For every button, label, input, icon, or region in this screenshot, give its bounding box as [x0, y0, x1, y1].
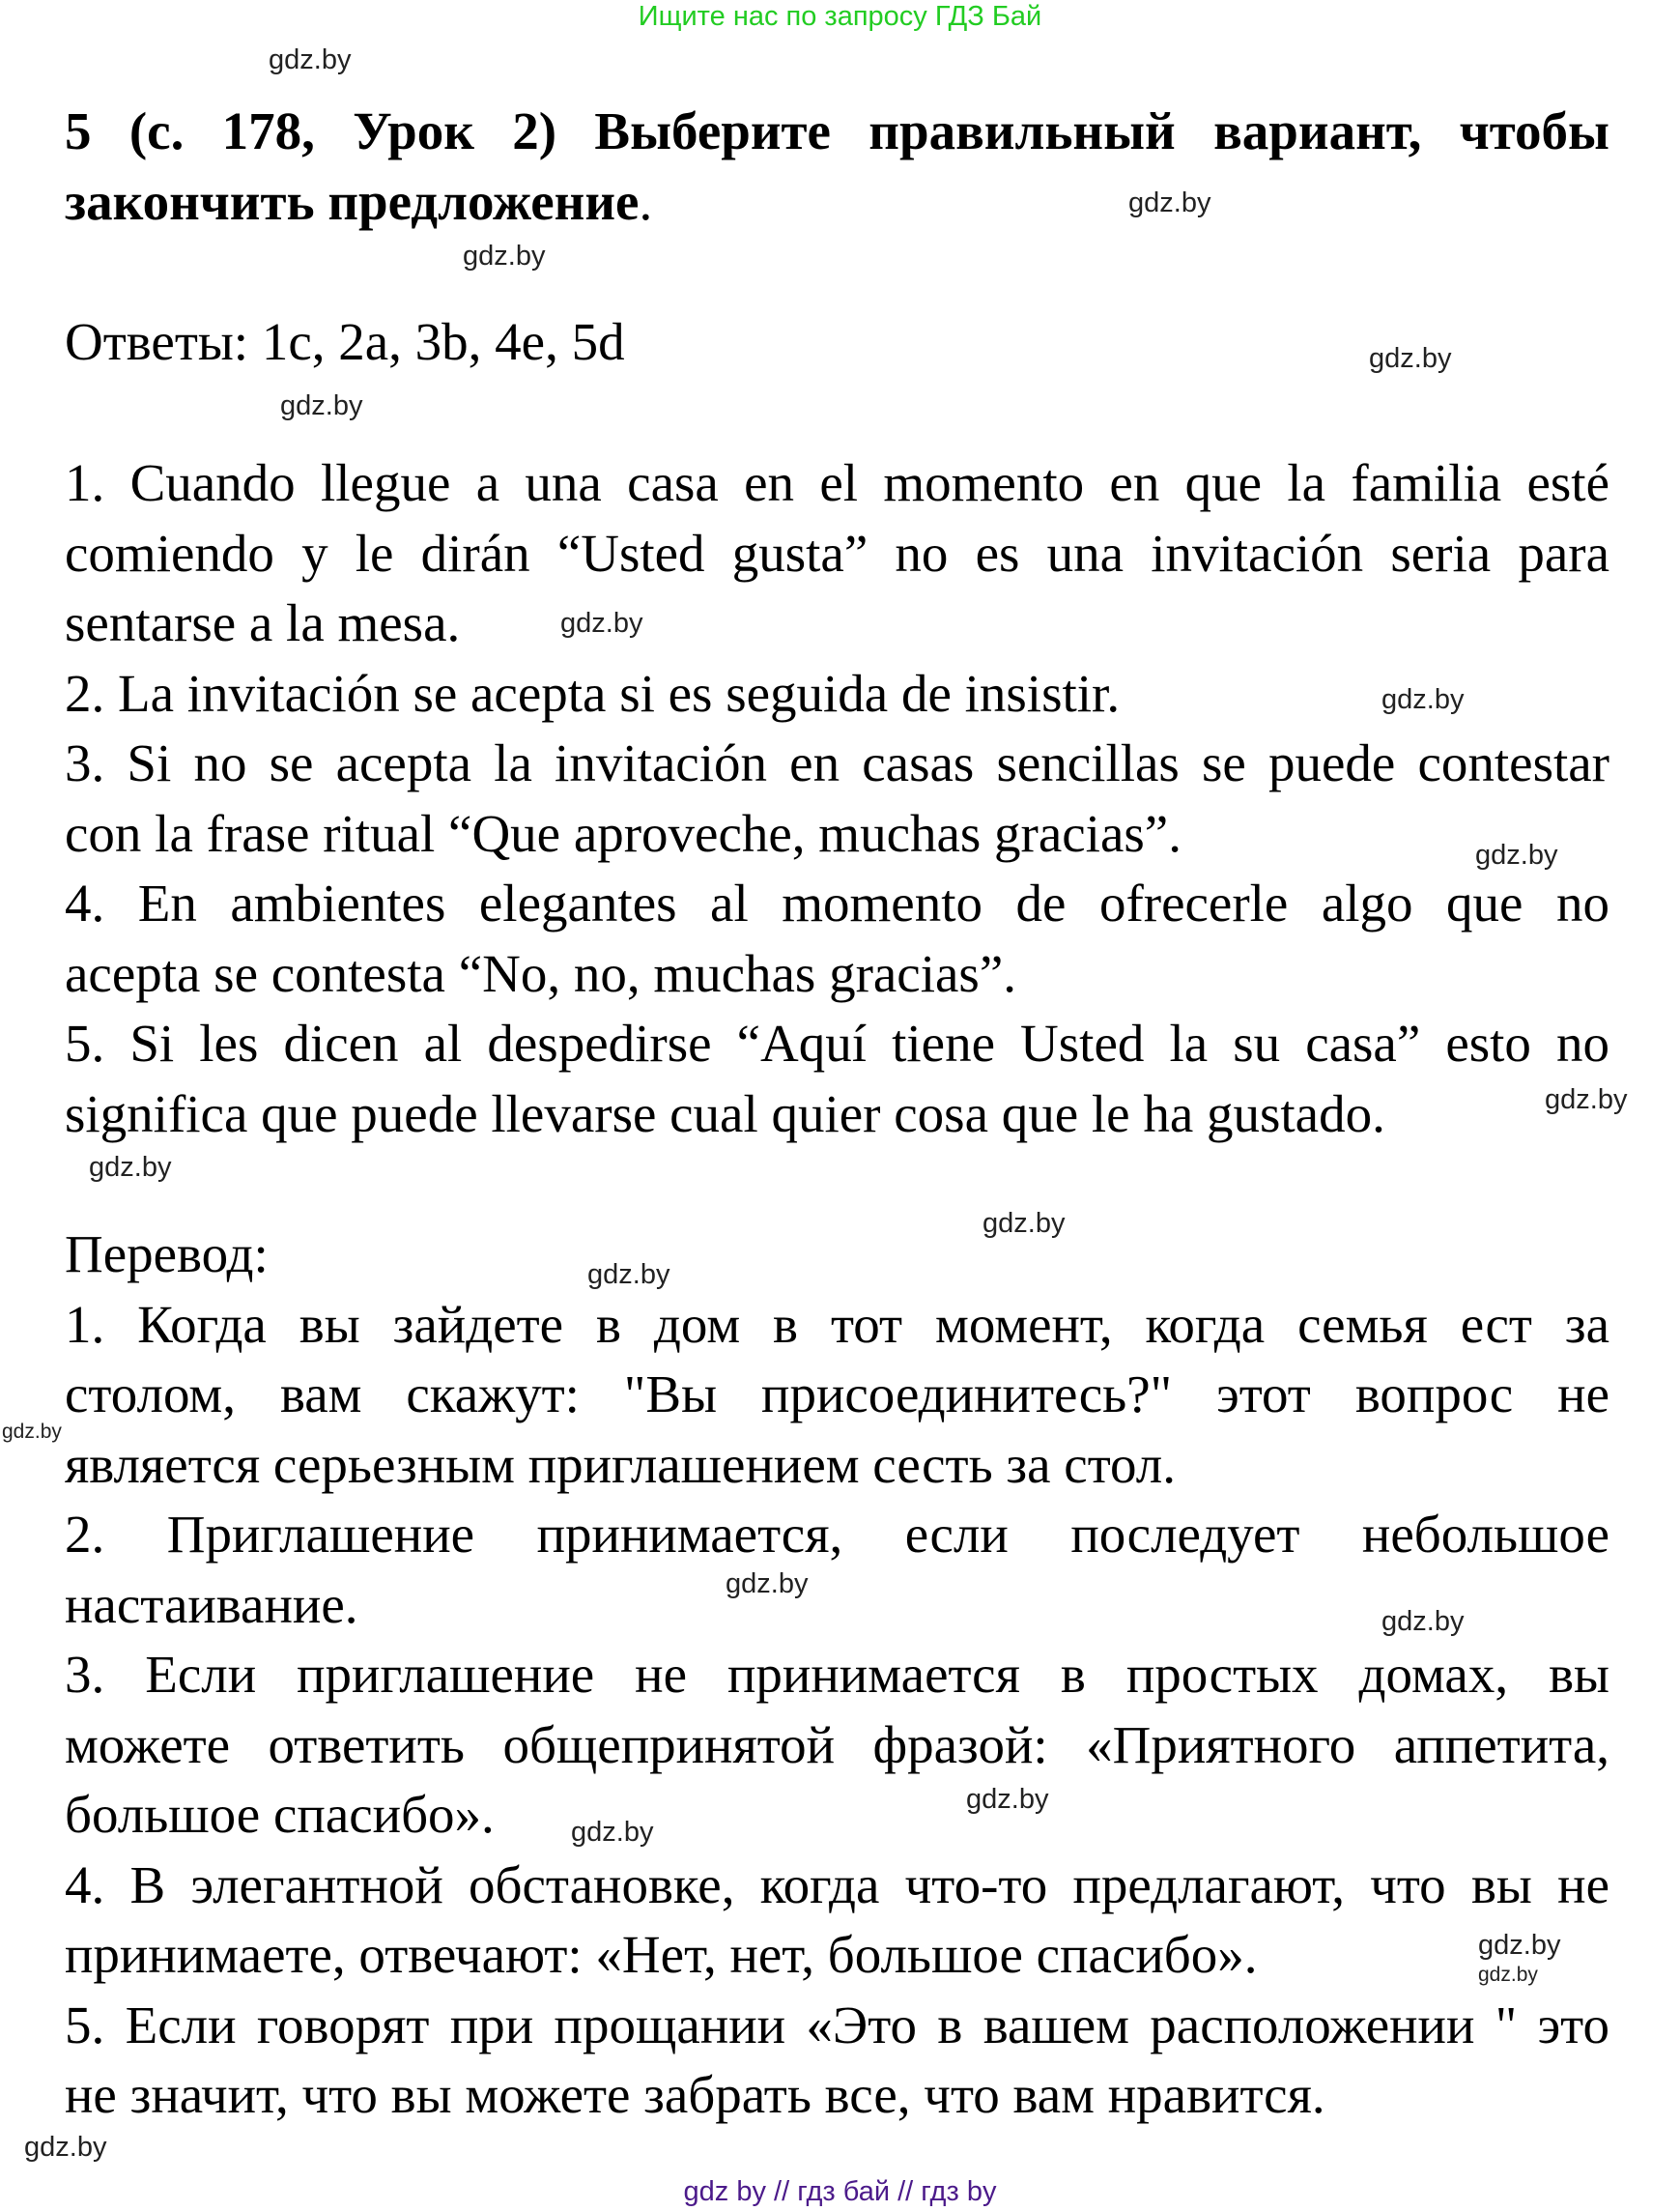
- watermark: gdz.by: [966, 1784, 1049, 1815]
- translation-paragraph: [65, 1500, 1609, 1640]
- watermark: gdz.by: [2, 1421, 62, 1443]
- translation-section: [65, 1220, 1609, 2131]
- watermark: gdz.by: [1128, 187, 1211, 218]
- text-line: столом, вам скажут: "Вы присоединитесь?" этот вопрос не: [65, 1364, 1609, 1423]
- spanish-paragraph: [65, 729, 1609, 869]
- footer-links: gdz by // гдз бай // гдз by: [683, 2176, 997, 2207]
- watermark: gdz.by: [1381, 684, 1465, 715]
- translation-paragraph: [65, 1640, 1609, 1851]
- text-line: 5. Si les dicen al despedirse “Aquí tiene Usted la su casa” esto no: [65, 1014, 1609, 1073]
- translation-label: Перевод:: [65, 1224, 269, 1283]
- translation-paragraph: [65, 1290, 1609, 1501]
- heading-line-1: 5 (с. 178, Урок 2) Выберите правильный вариант, чтобы: [65, 101, 1609, 160]
- watermark: gdz.by: [269, 44, 352, 75]
- text-line: является серьезным приглашением сесть за стол.: [65, 1434, 1177, 1494]
- text-line: 4. En ambientes elegantes al momento de ofrecerle algo que no: [65, 874, 1609, 933]
- spanish-paragraph: [65, 1009, 1609, 1149]
- watermark: gdz.by: [1369, 343, 1452, 374]
- watermark: gdz.by: [1478, 1930, 1561, 1961]
- answers-text: Ответы: 1c, 2a, 3b, 4e, 5d: [65, 312, 625, 371]
- watermark: gdz.by: [280, 390, 363, 421]
- text-line: не значит, что вы можете забрать все, что вам нравится.: [65, 2065, 1325, 2124]
- watermark: gdz.by: [560, 608, 643, 639]
- text-line: con la frase ritual “Que aproveche, muchas gracias”.: [65, 803, 1182, 863]
- watermark: gdz.by: [726, 1568, 809, 1599]
- text-line: comiendo y le dirán “Usted gusta” no es una invitación seria para: [65, 523, 1609, 583]
- translation-paragraph: [65, 1991, 1609, 2131]
- text-line: 4. В элегантной обстановке, когда что-то предлагают, что вы не: [65, 1854, 1609, 1914]
- watermark: gdz.by: [463, 241, 546, 272]
- heading-line-2: закончить предложение: [65, 171, 640, 231]
- watermark: gdz.by: [1478, 1964, 1538, 1986]
- text-line: 2. La invitación se acepta si es seguida de insistir.: [65, 663, 1121, 723]
- watermark: gdz.by: [1545, 1084, 1628, 1115]
- text-line: 1. Cuando llegue a una casa en el momento en que la familia esté: [65, 453, 1609, 512]
- watermark: gdz.by: [24, 2132, 107, 2163]
- watermark: gdz.by: [1381, 1606, 1465, 1637]
- spanish-paragraph: [65, 448, 1609, 659]
- text-line: 3. Если приглашение не принимается в простых домах, вы: [65, 1645, 1609, 1704]
- text-line: 2. Приглашение принимается, если последует небольшое: [65, 1505, 1609, 1564]
- spanish-paragraph: [65, 869, 1609, 1009]
- exercise-heading: [65, 97, 1609, 237]
- search-banner: Ищите нас по запросу ГДЗ Бай: [638, 1, 1042, 32]
- text-line: acepta se contesta “No, no, muchas gracias”.: [65, 943, 1016, 1003]
- heading-period: .: [639, 171, 653, 231]
- text-line: significa que puede llevarse cual quier cosa que le ha gustado.: [65, 1083, 1385, 1143]
- text-line: можете ответить общепринятой фразой: «Приятного аппетита,: [65, 1714, 1609, 1774]
- watermark: gdz.by: [982, 1208, 1066, 1239]
- watermark: gdz.by: [587, 1259, 670, 1290]
- text-line: большое спасибо».: [65, 1785, 495, 1844]
- text-line: 1. Когда вы зайдете в дом в тот момент, когда семья ест за: [65, 1294, 1609, 1354]
- spanish-paragraph: [65, 659, 1609, 730]
- watermark: gdz.by: [89, 1152, 172, 1183]
- translation-paragraph: [65, 1851, 1609, 1991]
- watermark: gdz.by: [1475, 840, 1558, 871]
- text-line: sentarse a la mesa.: [65, 593, 461, 652]
- text-line: настаивание.: [65, 1574, 358, 1634]
- text-line: 3. Si no se acepta la invitación en casas sencillas se puede contestar: [65, 733, 1609, 792]
- watermark: gdz.by: [571, 1817, 654, 1848]
- text-line: 5. Если говорят при прощании «Это в вашем расположении " это: [65, 1995, 1609, 2054]
- text-line: принимаете, отвечают: «Нет, нет, большое спасибо».: [65, 1925, 1258, 1984]
- spanish-sentences: [65, 448, 1609, 1149]
